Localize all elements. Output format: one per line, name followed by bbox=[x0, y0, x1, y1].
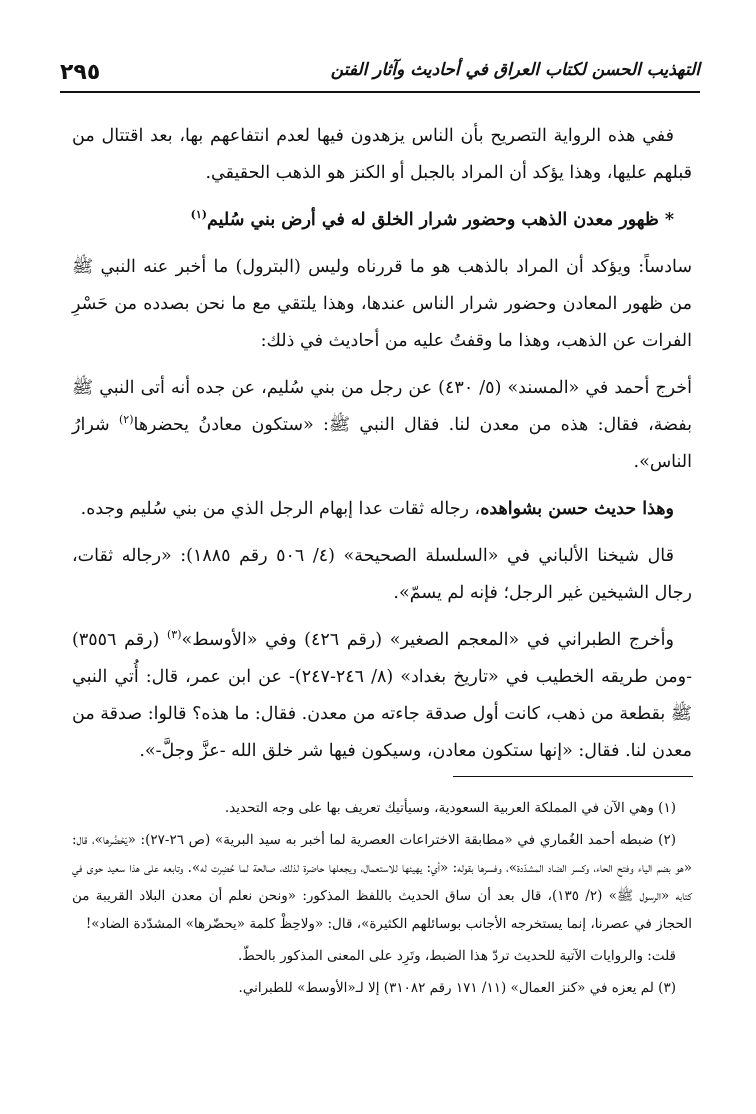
paragraph-5: قال شيخنا الألباني في «السلسلة الصحيحة» (٤/ ٥٠٦ رقم ١٨٨٥): «رجاله ثقات، رجال الشيخين غير الرجل؛ فإنه لم يسمّ». bbox=[72, 546, 692, 603]
paragraph-4 bbox=[72, 491, 692, 528]
paragraph-2: سادساً: ويؤكد أن المراد بالذهب هو ما قررناه وليس (البترول) ما أخبر عنه النبي ﷺ من ظهور المعادن وحضور شرار الناس عندها، وهذا يلتقي مع ما نحن بصدده من حَسْرِ الفرات عن الذهب، وهذا ما وقفتُ عليه من أحاديث في ذلك: bbox=[72, 257, 692, 351]
footnote-3: (٣) لم يعزه في «كنز العمال» (١١/ ١٧١ رقم ٣١٠٨٢) إلا لـ«الأوسط» للطبراني. bbox=[238, 980, 676, 996]
paragraph-6-text-b: (رقم ٣٥٥٦) -ومن طريقه الخطيب في «تاريخ بغداد» (٨/ ٢٤٦-٢٤٧)- عن ابن عمر، قال: أُتي النبي ﷺ بقطعة من ذهب، كانت أول صدقة جاءته من معدن. فقال: ما هذه؟ قالوا: صدقة من معدن لنا. فقال: «إنها ستكون معادن، وسيكون فيها شر خلق الله -عزَّ وجلَّ-». bbox=[72, 630, 692, 761]
running-title: التهذيب الحسن لكتاب العراق في أحاديث وآثار الفتن bbox=[330, 60, 700, 80]
footnote-ref-3: (٣) bbox=[167, 628, 182, 642]
paragraph-6-text-a: وأخرج الطبراني في «المعجم الصغير» (رقم ٤٢٦) وفي «الأوسط» bbox=[181, 630, 674, 650]
footnote-divider bbox=[453, 776, 693, 777]
paragraph-3-text-a: أخرج أحمد في «المسند» (٥/ ٤٣٠) عن رجل من بني سُليم، عن جده أنه أتى النبي ﷺ بفضة، فقال: هذه من معدن لنا. فقال النبي ﷺ: «ستكون معادنُ يحضرها bbox=[72, 378, 692, 435]
section-heading-text: * ظهور معدن الذهب وحضور شرار الخلق له في أرض بني سُليم bbox=[206, 210, 674, 230]
footnote-ref-1: (١) bbox=[190, 208, 207, 222]
footnote-2-note: قلت: والروايات الآتية للحديث تردّ هذا الضبط، وتَرِد على المعنى المذكور بالحطّ. bbox=[237, 948, 676, 964]
footnote-1: (١) وهي الآن في المملكة العربية السعودية، وسيأتيك تعريف بها على وجه التحديد. bbox=[224, 800, 676, 816]
paragraph-6 bbox=[72, 622, 692, 770]
paragraph-4-bold: وهذا حديث حسن بشواهده bbox=[480, 499, 674, 519]
section-heading bbox=[72, 202, 692, 239]
footnote-2: (٢) ضبطه أحمد الغُماري في «مطابقة الاختراعات العصرية لما أخبر به سيد البرية» (ص ٢٦-٢٧): «يَحْضُرها»، قال: «هو بضم الياء وفتح الحاء، وكسر الضاد المشدّدة»، وفسرها بقوله: «أي: يهيئها للاستعمال، ويجعلها حاضرة لذلك، صالحة لما حُضِرت له». وتابعه على هذا سعيد حوى في كتابه «الرسول ﷺ» (٢/ ١٣٥)، قال بعد أن ساق الحديث باللفظ المذكور: «ونحن نعلم أن معدن البلاد القريبة من الحجاز في عصرنا، إنما يستخرجه الأجانب بوسائلهم الكثيرة»، قال: «ولاحِظْ كلمة «يحضّرها» المشدّدة الضاد»! bbox=[72, 832, 692, 932]
paragraph-3 bbox=[72, 370, 692, 481]
footnotes bbox=[72, 794, 692, 1006]
paragraph-4-rest: ، رجاله ثقات عدا إبهام الرجل الذي من بني سُليم وجده. bbox=[80, 499, 481, 519]
page-header bbox=[60, 60, 700, 96]
footnote-ref-2: (٢) bbox=[118, 413, 134, 427]
paragraph-1: ففي هذه الرواية التصريح بأن الناس يزهدون فيها لعدم انتفاعهم بها، بعد اقتتال من قبلهم عليها، وهذا يؤكد أن المراد بالجبل أو الكنز هو الذهب الحقيقي. bbox=[72, 126, 692, 183]
page-number: ٢٩٥ bbox=[60, 60, 101, 85]
main-text bbox=[72, 118, 692, 780]
header-rule bbox=[60, 91, 700, 93]
paragraph-3-text-b: شرارُ الناس». bbox=[72, 415, 692, 472]
